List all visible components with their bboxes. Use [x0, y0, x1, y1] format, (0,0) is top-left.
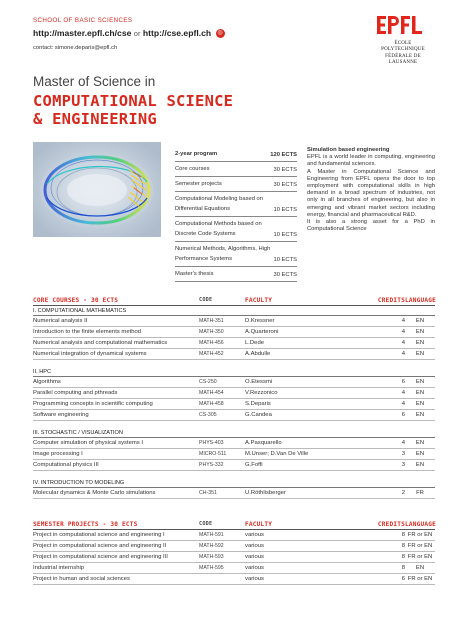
program-row	[175, 217, 297, 242]
project-language: FR or EN	[407, 576, 433, 582]
project-credits: 6	[401, 576, 405, 582]
program-row-label: Computational Modeling based on Differential Equations	[175, 196, 263, 212]
title-line-1: Master of Science in	[33, 74, 156, 89]
program-total-value: 120 ECTS	[270, 152, 297, 158]
table-row	[33, 349, 435, 360]
course-language: EN	[415, 412, 425, 418]
semester-projects-table	[33, 519, 435, 585]
program-row-label: Core courses	[175, 166, 210, 172]
simulation-description	[307, 147, 435, 233]
epfl-logo-mark-icon	[377, 15, 423, 35]
program-row	[175, 177, 297, 192]
description-heading: Simulation based engineering	[307, 147, 390, 153]
course-credits: 4	[401, 390, 405, 396]
semester-projects-header	[33, 519, 435, 530]
course-faculty: A.Abdulle	[245, 351, 271, 357]
course-language: EN	[415, 401, 425, 407]
table-row	[33, 399, 435, 410]
course-code: CH-351	[199, 490, 217, 496]
program-row-value: 10 ECTS	[273, 232, 297, 238]
table-row	[33, 377, 435, 388]
project-name: Project in computational science and engineering II	[33, 543, 167, 549]
program-row-value: 10 ECTS	[273, 257, 297, 263]
program-urls	[33, 28, 225, 38]
course-credits: 4	[401, 329, 405, 335]
faculty-column-header: FACULTY	[245, 520, 273, 528]
course-name: Introduction to the finite elements method	[33, 329, 142, 335]
program-row-label: Semester projects	[175, 181, 222, 187]
project-language: EN	[415, 565, 425, 571]
table-row	[33, 438, 435, 449]
course-language: EN	[415, 318, 425, 324]
program-row	[175, 267, 297, 282]
simulation-image	[33, 142, 161, 237]
course-code: MATH-458	[199, 401, 224, 407]
project-language: FR or EN	[407, 532, 433, 538]
table-row	[33, 530, 435, 541]
program-row-label: Numerical Methods, Algorithms, High Performance Systems	[175, 246, 271, 262]
course-faculty: G.Candea	[245, 412, 272, 418]
title-line-2	[33, 92, 233, 128]
course-credits: 4	[401, 440, 405, 446]
language-column-header: LANGUAGE	[405, 520, 436, 528]
course-code: MATH-350	[199, 329, 224, 335]
epfl-logo-line-1: ÉCOLE POLYTECHNIQUE	[381, 41, 425, 52]
course-language: EN	[415, 440, 425, 446]
contact-email[interactable]: contact: simone.deparis@epfl.ch	[33, 45, 118, 51]
project-code: MATH-591	[199, 532, 224, 538]
table-row	[33, 552, 435, 563]
table-row	[33, 449, 435, 460]
course-name: Numerical analysis and computational mathematics	[33, 340, 168, 346]
language-column-header: LANGUAGE	[405, 296, 436, 304]
course-name: Software engineering	[33, 412, 89, 418]
course-code: CS-305	[199, 412, 217, 418]
program-row-label: Master's thesis	[175, 271, 214, 277]
code-column-header: CODE	[199, 297, 213, 303]
title-line-2b: & ENGINEERING	[33, 110, 157, 128]
course-credits: 3	[401, 451, 405, 457]
program-total-label: 2-year program	[175, 151, 218, 157]
course-faculty: O.Etessmi	[245, 379, 273, 385]
project-code: MATH-592	[199, 543, 224, 549]
project-credits: 8	[401, 554, 405, 560]
program-row	[175, 242, 297, 267]
course-faculty: D.Kressner	[245, 318, 275, 324]
course-name: Numerical integration of dynamical systems	[33, 351, 147, 357]
course-language: EN	[415, 462, 425, 468]
epfl-logo	[373, 15, 433, 66]
program-row-value: 10 ECTS	[273, 207, 297, 213]
course-credits: 3	[401, 462, 405, 468]
project-faculty: various	[245, 576, 264, 582]
table-row	[33, 338, 435, 349]
program-row-label: Computational Methods based on Discrete Code Systems	[175, 221, 262, 237]
project-faculty: various	[245, 532, 264, 538]
qr-link-icon[interactable]: ◎	[217, 30, 223, 37]
project-faculty: various	[245, 543, 264, 549]
course-code: PHYS-332	[199, 462, 224, 468]
table-row	[33, 541, 435, 552]
project-code: MATH-593	[199, 554, 224, 560]
course-faculty: M.Unser; D.Van De Ville	[245, 451, 309, 457]
project-faculty: various	[245, 565, 264, 571]
title-line-2a: COMPUTATIONAL SCIENCE	[33, 92, 234, 110]
course-code: MATH-454	[199, 390, 224, 396]
course-code: MATH-351	[199, 318, 224, 324]
core-courses-table	[33, 295, 435, 499]
course-credits: 4	[401, 340, 405, 346]
table-row	[33, 327, 435, 338]
program-structure	[175, 147, 297, 282]
course-code: MATH-452	[199, 351, 224, 357]
master-url-link[interactable]: http://master.epfl.ch/cse	[33, 28, 132, 38]
course-code: PHYS-403	[199, 440, 224, 446]
course-code: CS-250	[199, 379, 217, 385]
project-language: FR or EN	[407, 543, 433, 549]
project-language: FR or EN	[407, 554, 433, 560]
course-faculty: A.Pasquarello	[245, 440, 282, 446]
table-row	[33, 388, 435, 399]
project-name: Industrial internship	[33, 565, 85, 571]
project-name: Project in human and social sciences	[33, 576, 130, 582]
epfl-logo-line-2: FÉDÉRALE DE LAUSANNE	[385, 54, 421, 65]
course-name: Programming concepts in scientific computing	[33, 401, 153, 407]
course-name: Molecular dynamics & Monte Carlo simulations	[33, 490, 156, 496]
program-total-row	[175, 147, 297, 162]
course-name: Parallel computing and pthreads	[33, 390, 118, 396]
course-code: MATH-456	[199, 340, 224, 346]
course-language: FR	[416, 490, 424, 496]
description-paragraph-1: EPFL is a world leader in computing, engineering and fundamental sciences.	[307, 154, 435, 168]
course-language: EN	[415, 379, 425, 385]
course-credits: 4	[401, 351, 405, 357]
core-courses-header	[33, 295, 435, 306]
section-title: III. STOCHASTIC / VISUALIZATION	[33, 428, 435, 438]
project-credits: 8	[401, 532, 405, 538]
course-language: EN	[415, 390, 425, 396]
program-row-value: 30 ECTS	[273, 167, 297, 173]
course-language: EN	[415, 451, 425, 457]
course-faculty: S.Deparis	[245, 401, 271, 407]
program-row	[175, 192, 297, 217]
course-credits: 6	[401, 379, 405, 385]
table-row	[33, 410, 435, 421]
code-column-header: CODE	[199, 521, 213, 527]
course-faculty: V.Rezzonico	[245, 390, 278, 396]
description-paragraph-3: It is also a strong asset for a PhD in Computational Science	[307, 219, 435, 233]
section-title: IV. INTRODUCTION TO MODELING	[33, 478, 435, 488]
table-row	[33, 563, 435, 574]
program-row	[175, 162, 297, 177]
project-code: MATH-595	[199, 565, 224, 571]
course-name: Image processing I	[33, 451, 83, 457]
program-row-value: 30 ECTS	[273, 272, 297, 278]
course-language: EN	[415, 340, 425, 346]
course-language: EN	[415, 329, 425, 335]
cse-url-link[interactable]: http://cse.epfl.ch	[142, 28, 212, 38]
school-label: SCHOOL OF BASIC SCIENCES	[33, 17, 133, 24]
core-courses-heading: CORE COURSES - 30 ECTS	[33, 296, 119, 304]
semester-projects-heading: SEMESTER PROJECTS - 30 ECTS	[33, 520, 138, 528]
credits-column-header: CREDITS	[377, 520, 405, 528]
project-name: Project in computational science and engineering I	[33, 532, 165, 538]
description-paragraph-2: A Master in Computational Science and Engineering from EPFL opens the door to top employment with computational skills in high demand in a broad spectrum of industries, not only in all branches of engineering, but also in emerging and vibrant market sectors including energy, financial and pharmaceutical R&D.	[307, 168, 435, 218]
faculty-column-header: FACULTY	[245, 296, 273, 304]
course-faculty: L.Dede	[245, 340, 264, 346]
project-credits: 8	[401, 565, 405, 571]
course-language: EN	[415, 351, 425, 357]
course-faculty: G.Foffi	[245, 462, 263, 468]
course-credits: 2	[401, 490, 405, 496]
course-code: MICRO-511	[199, 451, 227, 457]
table-row	[33, 316, 435, 327]
section-title: I. COMPUTATIONAL MATHEMATICS	[33, 306, 435, 316]
course-credits: 4	[401, 401, 405, 407]
course-name: Computational physics III	[33, 462, 99, 468]
table-row	[33, 460, 435, 471]
course-credits: 6	[401, 412, 405, 418]
section-title: II. HPC	[33, 367, 435, 377]
course-name: Computer simulation of physical systems I	[33, 440, 143, 446]
project-credits: 8	[401, 543, 405, 549]
url-separator: or	[133, 29, 141, 38]
program-row-value: 30 ECTS	[273, 182, 297, 188]
project-faculty: various	[245, 554, 264, 560]
course-faculty: A.Quarteroni	[245, 329, 279, 335]
table-row	[33, 488, 435, 499]
course-credits: 4	[401, 318, 405, 324]
table-row	[33, 574, 435, 585]
course-faculty: U.Röthlisberger	[245, 490, 286, 496]
course-name: Numerical analysis II	[33, 318, 88, 324]
project-name: Project in computational science and engineering III	[33, 554, 168, 560]
credits-column-header: CREDITS	[377, 296, 405, 304]
course-name: Algorithms	[33, 379, 61, 385]
